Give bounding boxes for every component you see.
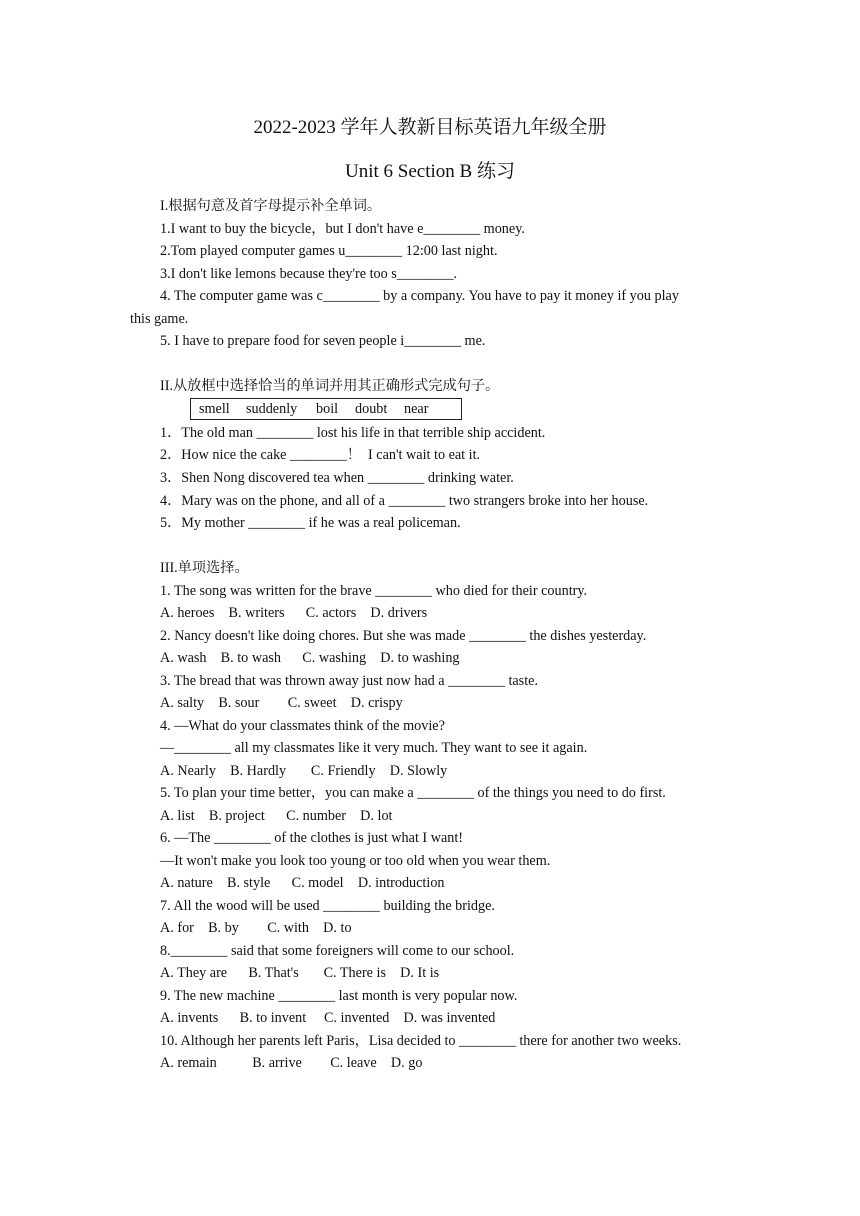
section-3-heading: III.单项选择。 [160, 560, 249, 576]
mc-options: A. list B. project C. number D. lot [160, 808, 393, 824]
section-1-question-3: 3.I don't like lemons because they're too s________. [160, 266, 458, 282]
word-bank-word: boil [316, 401, 339, 417]
section-1-question-5: 5. I have to prepare food for seven people i________ me. [160, 333, 486, 349]
mc-question: 5. To plan your time better，you can make a ________ of the things you need to do first. [160, 785, 666, 801]
section-2-question-3: 3．Shen Nong discovered tea when ________ drinking water. [160, 470, 514, 486]
mc-question: 3. The bread that was thrown away just now had a ________ taste. [160, 673, 538, 689]
mc-question: 1. The song was written for the brave ________ who died for their country. [160, 583, 588, 599]
mc-options: A. wash B. to wash C. washing D. to washing [160, 650, 460, 666]
mc-question: 4. —What do your classmates think of the movie? [160, 718, 445, 734]
section-2-question-4: 4．Mary was on the phone, and all of a ________ two strangers broke into her house. [160, 493, 649, 509]
word-bank-word: near [404, 401, 429, 417]
mc-question-continued: —________ all my classmates like it very much. They want to see it again. [160, 740, 588, 756]
mc-options: A. salty B. sour C. sweet D. crispy [160, 695, 403, 711]
mc-question: 6. —The ________ of the clothes is just what I want! [160, 830, 464, 846]
document-subtitle: Unit 6 Section B 练习 [345, 161, 515, 182]
mc-question: 7. All the wood will be used ________ building the bridge. [160, 898, 495, 914]
mc-options: A. remain B. arrive C. leave D. go [160, 1055, 423, 1071]
mc-options: A. They are B. That's C. There is D. It is [160, 965, 440, 981]
mc-question-continued: —It won't make you look too young or too old when you wear them. [160, 853, 551, 869]
section-1-question-4: 4. The computer game was c________ by a company. You have to pay it money if you play [160, 288, 679, 304]
word-bank-word: doubt [355, 401, 388, 417]
word-bank-word: smell [199, 401, 230, 417]
mc-question: 2. Nancy doesn't like doing chores. But she was made ________ the dishes yesterday. [160, 628, 647, 644]
section-2-heading: II.从放框中选择恰当的单词并用其正确形式完成句子。 [160, 378, 500, 394]
section-2-question-2: 2．How nice the cake ________！ I can't wait to eat it. [160, 447, 481, 463]
word-bank-word: suddenly [246, 401, 298, 417]
section-1-heading: I.根据句意及首字母提示补全单词。 [160, 198, 382, 214]
section-1-question-4-continued: this game. [130, 311, 189, 327]
section-2-question-5: 5．My mother ________ if he was a real policeman. [160, 515, 461, 531]
mc-question: 9. The new machine ________ last month is very popular now. [160, 988, 518, 1004]
section-1-question-2: 2.Tom played computer games u________ 12:00 last night. [160, 243, 498, 259]
mc-options: A. Nearly B. Hardly C. Friendly D. Slowly [160, 763, 448, 779]
document-title: 2022-2023 学年人教新目标英语九年级全册 [253, 117, 607, 138]
mc-question: 8.________ said that some foreigners will come to our school. [160, 943, 515, 959]
mc-options: A. invents B. to invent C. invented D. was invented [160, 1010, 496, 1026]
mc-question: 10. Although her parents left Paris，Lisa decided to ________ there for another two weeks. [160, 1033, 682, 1049]
section-2-question-1: 1．The old man ________ lost his life in that terrible ship accident. [160, 425, 546, 441]
section-1-question-1: 1.I want to buy the bicycle，but I don't have e________ money. [160, 221, 525, 237]
mc-options: A. for B. by C. with D. to [160, 920, 352, 936]
mc-options: A. nature B. style C. model D. introduction [160, 875, 445, 891]
word-bank-box [190, 398, 462, 420]
mc-options: A. heroes B. writers C. actors D. drivers [160, 605, 428, 621]
